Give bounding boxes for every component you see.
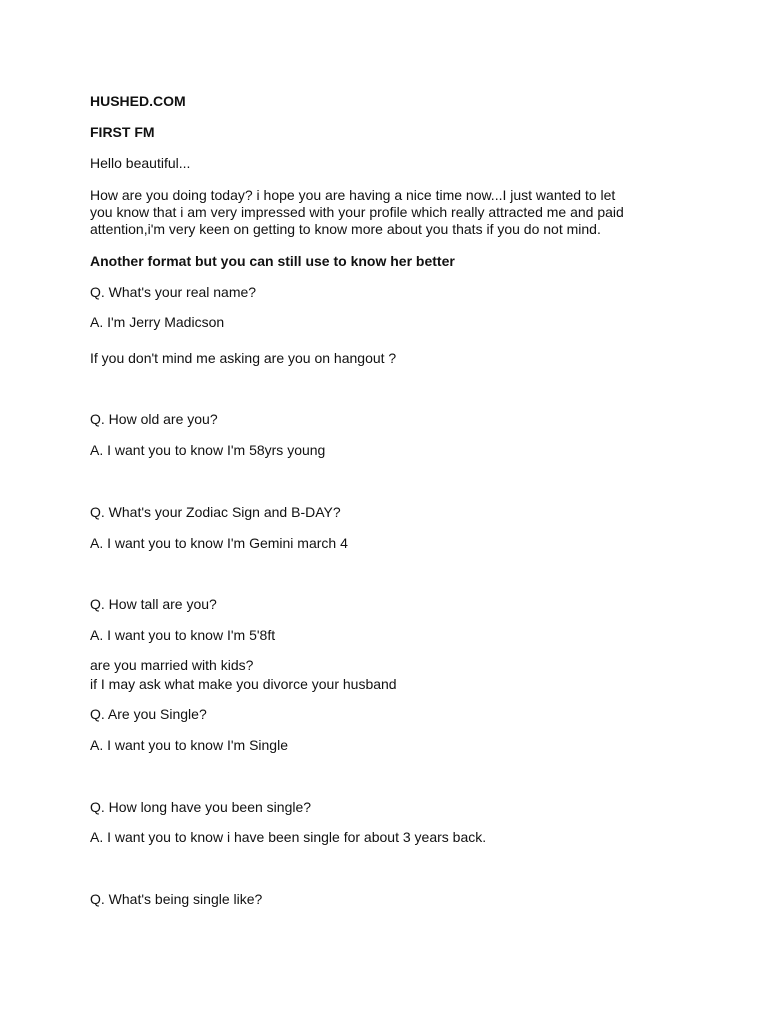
site-heading: HUSHED.COM xyxy=(90,93,186,109)
question-real-name: Q. What's your real name? xyxy=(90,284,257,300)
answer-height: A. I want you to know I'm 5'8ft xyxy=(90,627,276,643)
answer-real-name: A. I'm Jerry Madicson xyxy=(90,314,225,330)
answer-age: A. I want you to know I'm 58yrs young xyxy=(90,442,326,458)
answer-single: A. I want you to know I'm Single xyxy=(90,737,288,753)
answer-zodiac: A. I want you to know I'm Gemini march 4 xyxy=(90,535,348,551)
question-age: Q. How old are you? xyxy=(90,411,218,427)
question-height: Q. How tall are you? xyxy=(90,596,217,612)
section-heading: FIRST FM xyxy=(90,124,155,140)
question-how-long-single: Q. How long have you been single? xyxy=(90,799,312,815)
hangout-question: If you don't mind me asking are you on hangout ? xyxy=(90,350,397,366)
intro-paragraph-line-1: How are you doing today? i hope you are having a nice time now...I just wanted to let xyxy=(90,187,616,203)
answer-how-long-single: A. I want you to know i have been single for about 3 years back. xyxy=(90,829,487,845)
format-note: Another format but you can still use to know her better xyxy=(90,253,455,269)
intro-paragraph-line-2: you know that i am very impressed with your profile which really attracted me and paid xyxy=(90,204,624,220)
married-question: are you married with kids? xyxy=(90,657,254,673)
question-zodiac: Q. What's your Zodiac Sign and B-DAY? xyxy=(90,504,341,520)
divorce-question: if I may ask what make you divorce your husband xyxy=(90,676,397,692)
question-single: Q. Are you Single? xyxy=(90,706,207,722)
intro-paragraph-line-3: attention,i'm very keen on getting to know more about you thats if you do not mind. xyxy=(90,221,601,237)
question-single-like: Q. What's being single like? xyxy=(90,891,263,907)
greeting-text: Hello beautiful... xyxy=(90,155,191,171)
